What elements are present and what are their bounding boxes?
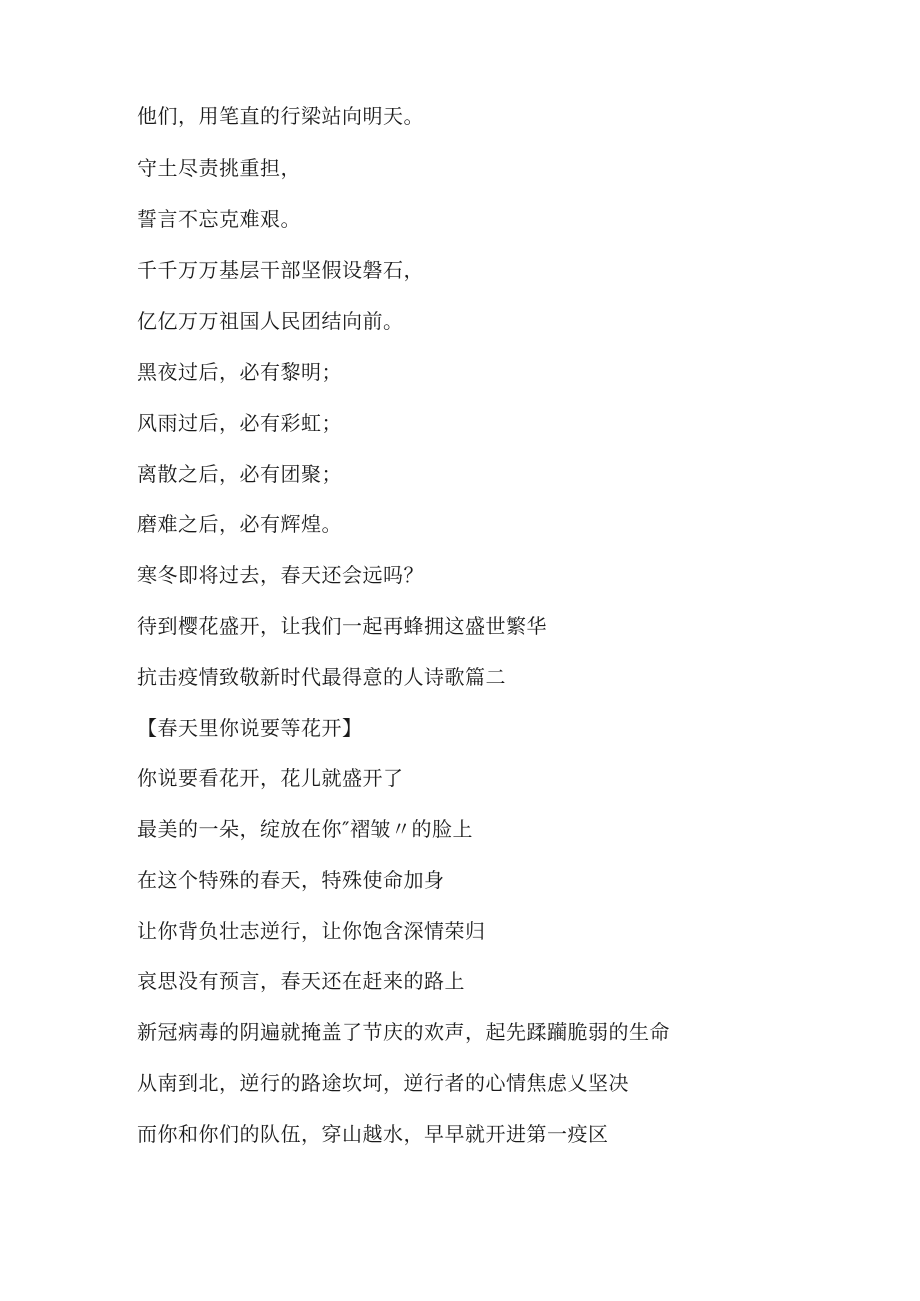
section-heading: 抗击疫情致敬新时代最得意的人诗歌篇二 [137,665,506,689]
poem-title: 【春天里你说要等花开】 [137,716,363,740]
text-line: 磨难之后，必有辉煌。 [137,512,342,536]
text-line: 让你背负壮志逆行，让你饱含深情荣归 [137,919,486,943]
text-line: 离散之后，必有团聚； [137,462,342,486]
text-line: 你说要看花开，花儿就盛开了 [137,766,404,790]
text-line: 哀思没有预言，春天还在赶来的路上 [137,969,465,993]
text-line: 待到樱花盛开，让我们一起再蜂拥这盛世繁华 [137,614,547,638]
text-line: 新冠病毒的阴遍就掩盖了节庆的欢声，起先蹂躏脆弱的生命 [137,1020,670,1044]
text-line: 风雨过后，必有彩虹； [137,411,342,435]
text-line: 誓言不忘克难艰。 [137,207,301,231]
text-line: 从南到北，逆行的路途坎坷，逆行者的心情焦虑乂坚决 [137,1071,629,1095]
text-line: 最美的一朵，绽放在你″褶皱〃的脸上 [137,817,473,841]
text-line: 寒冬即将过去，春天还会远吗？ [137,563,424,587]
text-line: 在这个特殊的春天，特殊使命加身 [137,868,445,892]
text-line: 亿亿万万祖国人民团结向前。 [137,309,404,333]
text-line: 他们，用笔直的行梁站向明天。 [137,104,424,128]
text-line: 黑夜过后，必有黎明； [137,360,342,384]
text-line: 千千万万基层干部坚假设磐石， [137,258,424,282]
text-line: 而你和你们的队伍，穿山越水，早早就开进第一疫区 [137,1122,609,1146]
text-line: 守土尽责挑重担， [137,156,301,180]
